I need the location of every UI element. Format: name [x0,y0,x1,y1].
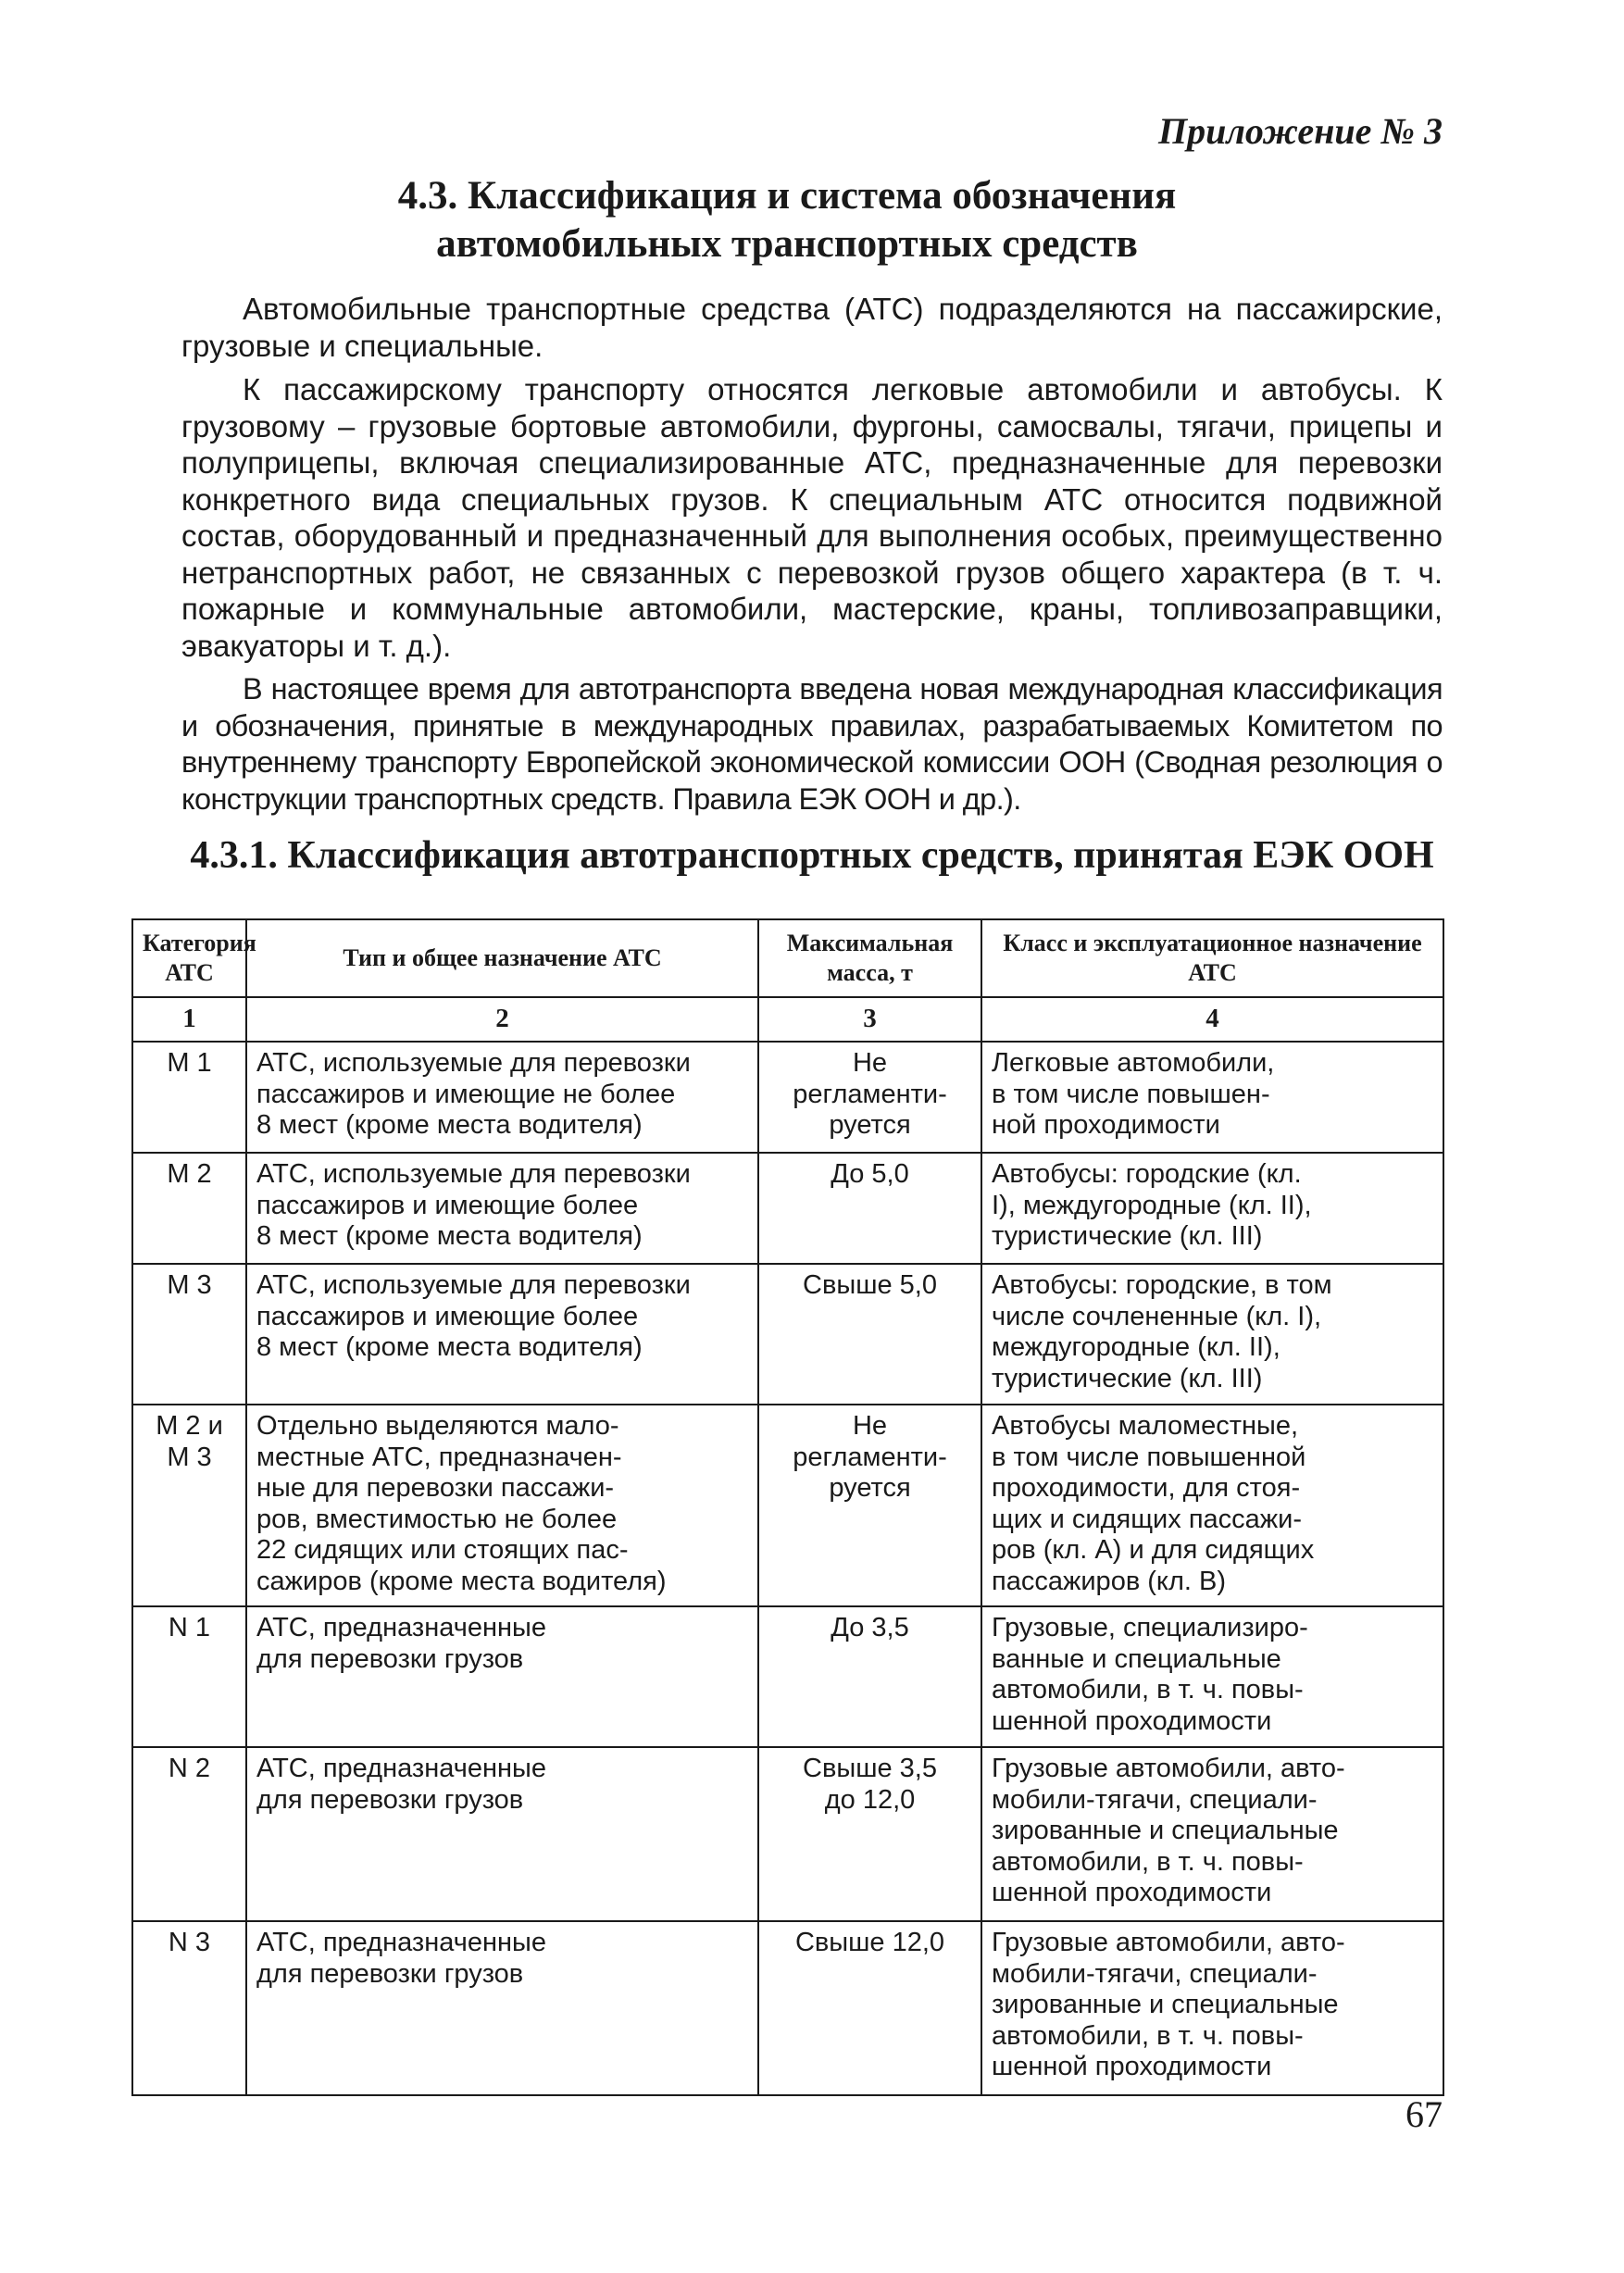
classification-table [131,918,1444,2096]
type-cell: Отдельно выделяются мало- местные АТС, предназначен- ные для перевозки пассажи- ров, вместимостью не более 22 сидящих или стоящих пас- сажиров (кроме места водителя) [246,1405,758,1606]
type-cell: АТС, предназначенные для перевозки грузов [246,1921,758,2095]
header-type: Тип и общее назначение АТС [246,919,758,997]
class-cell: Автобусы маломестные, в том числе повышенной проходимости, для стоя- щих и сидящих пассажи- ров (кл. А) и для сидящих пассажиров (кл. В) [981,1405,1443,1606]
column-number: 4 [981,997,1443,1042]
table-row [132,1405,1443,1606]
class-cell: Автобусы: городские (кл. I), междугородные (кл. II), туристические (кл. III) [981,1153,1443,1264]
class-cell: Грузовые автомобили, авто- мобили-тягачи, специали- зированные и специальные автомобили, в т. ч. повы- шенной проходимости [981,1921,1443,2095]
class-cell: Легковые автомобили, в том числе повышен- ной проходимости [981,1042,1443,1153]
column-number-row [132,997,1443,1042]
header-class: Класс и эксплуатационное назначение АТС [981,919,1443,997]
table-row [132,1264,1443,1405]
mass-cell: Не регламенти- руется [758,1405,981,1606]
mass-cell: До 5,0 [758,1153,981,1264]
mass-cell: Не регламенти- руется [758,1042,981,1153]
category-cell: М 3 [132,1264,246,1405]
table-header-row [132,919,1443,997]
mass-cell: До 3,5 [758,1606,981,1747]
header-category: Категория АТС [132,919,246,997]
category-cell: М 2 [132,1153,246,1264]
mass-cell: Свыше 12,0 [758,1921,981,2095]
column-number: 3 [758,997,981,1042]
column-number: 2 [246,997,758,1042]
mass-cell: Свыше 5,0 [758,1264,981,1405]
type-cell: АТС, используемые для перевозки пассажиров и имеющие не более 8 мест (кроме места водителя) [246,1042,758,1153]
type-cell: АТС, используемые для перевозки пассажиров и имеющие более 8 мест (кроме места водителя) [246,1153,758,1264]
table-row [132,1153,1443,1264]
paragraph-2: К пассажирскому транспорту относятся легковые автомобили и автобусы. К грузовому – грузовые бортовые автомобили, фургоны, самосвалы, тягачи, прицепы и полуприцепы, включая специализированные АТС, предназначенные для перевозки конкретного вида специальных грузов. К специальным АТС относится подвижной состав, оборудованный и предназначенный для выполнения особых, преимущественно нетранспортных работ, не связанных с перевозкой грузов общего характера (в т. ч. пожарные и коммунальные автомобили, мастерские, краны, топливозаправщики, эвакуаторы и т. д.). [181,372,1443,663]
section-title-line-2: автомобильных транспортных средств [436,222,1138,266]
section-title-line-1: 4.3. Классификация и система обозначения [397,174,1177,218]
class-cell: Автобусы: городские, в том числе сочлененные (кл. I), междугородные (кл. II), туристические (кл. III) [981,1264,1443,1405]
category-cell: М 1 [132,1042,246,1153]
column-number: 1 [132,997,246,1042]
type-cell: АТС, предназначенные для перевозки грузов [246,1747,758,1921]
class-cell: Грузовые автомобили, авто- мобили-тягачи, специали- зированные и специальные автомобили, в т. ч. повы- шенной проходимости [981,1747,1443,1921]
category-cell: N 3 [132,1921,246,2095]
category-cell: N 1 [132,1606,246,1747]
category-cell: N 2 [132,1747,246,1921]
mass-cell: Свыше 3,5 до 12,0 [758,1747,981,1921]
type-cell: АТС, предназначенные для перевозки грузов [246,1606,758,1747]
paragraph-1: Автомобильные транспортные средства (АТС) подразделяются на пассажирские, грузовые и специальные. [181,292,1443,363]
section-title [231,172,1343,269]
type-cell: АТС, используемые для перевозки пассажиров и имеющие более 8 мест (кроме места водителя) [246,1264,758,1405]
appendix-label: Приложение № 3 [1157,110,1443,152]
class-cell: Грузовые, специализиро- ванные и специальные автомобили, в т. ч. повы- шенной проходимости [981,1606,1443,1747]
subsection-title: 4.3.1. Классификация автотранспортных средств, принятая ЕЭК ООН [190,834,1434,877]
table-row [132,1921,1443,2095]
category-cell: М 2 и М 3 [132,1405,246,1606]
table-row [132,1042,1443,1153]
paragraph-3: В настоящее время для автотранспорта введена новая международная классификация и обозначения, принятые в международных правилах, разрабатываемых Комитетом по внутреннему транспорту Европейской экономической комиссии ООН (Сводная резолюция о конструкции транспортных средств. Правила ЕЭК ООН и др.). [181,672,1443,816]
page-number: 67 [1405,2093,1443,2135]
header-mass: Максимальная масса, т [758,919,981,997]
table-row [132,1606,1443,1747]
body-text [181,291,1443,825]
table-row [132,1747,1443,1921]
